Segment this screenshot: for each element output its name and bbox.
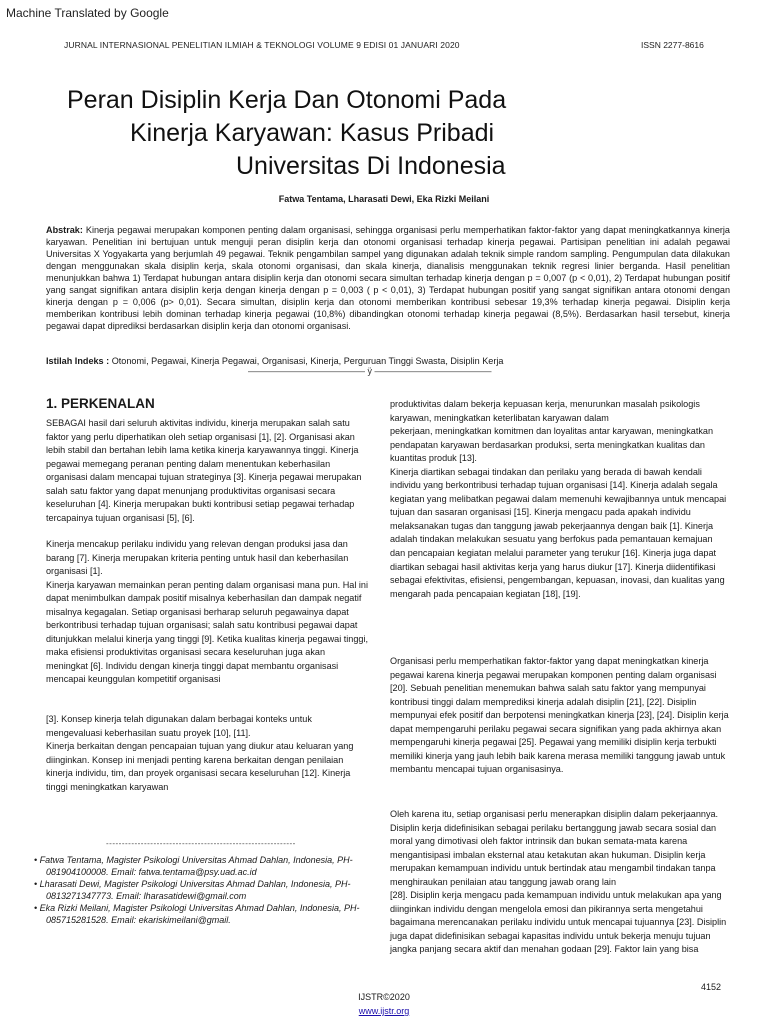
abstract-text: Kinerja pegawai merupakan komponen penting dalam organisasi, sehingga organisasi perlu memperhatikan faktor-faktor yang dapat meningkatkannya kinerja karyawan. Penelitian ini bertujuan untuk menguji peran disiplin kerja dan otonomi organisasi terhadap kinerja pegawai. Partisipan penelitian ini adalah pegawai Universitas X Yogyakarta yang berjumlah 49 pegawai. Teknik pengambilan sampel yang digunakan adalah teknik simple random sampling. Pengumpulan data dilakukan dengan menggunakan skala disiplin kerja, skala otonomi organisasi, dan skala kinerja, dianalisis menggunakan teknik regresi linier berganda. Hasil penelitian menunjukkan bahwa 1) Terdapat hubungan antara disiplin kerja dan otonomi secara simultan terhadap kinerja dengan p = 0,007 (p < 0,01), 2) Terdapat hubungan positif yang sangat signifikan antara disiplin kerja dengan kinerja dengan p = 0,003 ( p < 0,01), 3) Terdapat hubungan positif yang sangat signifikan antara otonomi dengan kinerja dengan p = 0,006 (p> 0,01). Secara simultan, disiplin kerja dan otonomi memberikan kontribusi sebesar 19,3% terhadap kinerja pegawai. Disiplin kerja memberikan kontribusi lebih dominan terhadap kinerja pegawai (10,8%) dibandingkan otonomi terhadap kinerja pegawai (8,5%). Berdasarkan hasil tersebut, kinerja pegawai dapat diprediksi berdasarkan disiplin kerja dan otonomi organisasi. [46, 225, 730, 331]
right-paragraph-2: Organisasi perlu memperhatikan faktor-faktor yang dapat meningkatkan kinerja pegawai karena kinerja pegawai merupakan komponen penting dalam organisasi [20]. Sebuah penelitian menemukan bahwa salah satu faktor yang mempunyai kontribusi tinggi dalam memprediksi kinerja adalah disiplin [21], [22]. Disiplin mempunyai efek positif dan berpotensi meningkatkan kinerja [23], [24]. Disiplin kerja dapat mempengaruhi perilaku pegawai secara signifikan yang pada akhirnya akan mempengaruhi kinerja pegawai [25]. Pegawai yang memiliki disiplin kerja terbukti memiliki kinerja yang jauh lebih baik karena merasa memiliki tanggung jawab untuk membantu mencapai tujuan organisasinya. [390, 656, 729, 775]
left-paragraph-1: SEBAGAI hasil dari seluruh aktivitas individu, kinerja merupakan salah satu faktor yang perlu diperhatikan oleh setiap organisasi [1], [2]. Organisasi akan lebih stabil dan bertahan lebih lama ketika kinerja karyawannya tinggi. Kinerja pegawai memegang peranan penting dalam menentukan keberhasilan organisasi dalam mencapai tujuan strateginya [3]. Kinerja pegawai merupakan salah satu faktor yang dapat menunjang produktivitas organisasi secara keseluruhan [4]. Kinerja merupakan bukti kontribusi setiap pegawai terhadap tercapainya tujuan organisasi [5], [6]. [46, 418, 362, 523]
footnote-author-2: • Lharasati Dewi, Magister Psikologi Universitas Ahmad Dahlan, Indonesia, PH-0813271347773. Email: lharasatidewi@gmail.com [34, 879, 351, 901]
footer-journal: IJSTR©2020 [358, 992, 410, 1002]
right-paragraph-1: produktivitas dalam bekerja kepuasan kerja, menurunkan masalah psikologis karyawan, meningkatkan keterlibatan karyawan dalam pekerjaan, meningkatkan komitmen dan loyalitas antar karyawan, meningkatkan pendapatan karyawan berdasarkan produksi, serta meningkatkan kualitas dan kuantitas produk [13]. Kinerja diartikan sebagai tindakan dan perilaku yang berada di bawah kendali individu yang berkontribusi terhadap tujuan organisasi [14]. Kinerja adalah segala kegiatan yang melibatkan pegawai dalam memenuhi kewajibannya untuk mencapai tujuan dan sasaran organisasi [15]. Kinerja mengacu pada apakah individu melaksanakan tugas dan tanggung jawab pekerjaannya dengan baik [1]. Kinerja adalah tindakan melakukan sesuatu yang berfokus pada pemantauan kemajuan dan pencapaian kegiatan melalui parameter yang terukur [16]. Kinerja juga dapat diartikan sebagai hasil aktivitas kerja yang harus diukur [17]. Kinerja diidentifikasi sebagai efektivitas, efisiensi, pengembangan, kepuasan, inovasi, dan kualitas yang mengarah pada pencapaian kegiatan [18], [19]. [390, 399, 727, 599]
paper-title-line-2: Kinerja Karyawan: Kasus Pribadi [130, 119, 495, 147]
left-paragraph-2: Kinerja mencakup perilaku individu yang relevan dengan produksi jasa dan barang [7]. Kinerja merupakan kriteria penting untuk hasil dan keberhasilan organisasi [1]. Kinerja karyawan memainkan peran penting dalam organisasi mana pun. Hal ini dapat menimbulkan dampak positif misalnya keberhasilan dan dampak negatif misalnya kegagalan. Setiap organisasi berharap seluruh pegawainya dapat berkontribusi terhadap tujuan organisasi; salah satu kontribusi pegawai dapat ditunjukkan melalui kinerja yang tinggi [9]. Ketika kualitas kinerja pegawai tinggi, maka efisiensi produktivitas organisasi secara keseluruhan juga akan meningkat [6]. Individu dengan kinerja tinggi dapat membantu organisasi mencapai keunggulan kompetitif organisasi [46, 539, 369, 685]
abstract [46, 224, 730, 332]
footnote-rule: ------------------------------------------------------------ [106, 839, 296, 848]
paper-title-line-3: Universitas Di Indonesia [236, 152, 506, 180]
paper-title-line-1: Peran Disiplin Kerja Dan Otonomi Pada [67, 86, 507, 114]
footnote-author-1: • Fatwa Tentama, Magister Psikologi Universitas Ahmad Dahlan, Indonesia, PH-081904100008. Email: fatwa.tentama@psy.uad.ac.id [34, 855, 353, 877]
footer-url-link[interactable]: www.ijstr.org [358, 1006, 410, 1016]
index-terms-label: Istilah Indeks : [46, 356, 110, 366]
machine-translated-label: Machine Translated by Google [6, 6, 169, 20]
page-number: 4152 [701, 982, 722, 992]
left-paragraph-3: [3]. Konsep kinerja telah digunakan dalam berbagai konteks untuk mengevaluasi keberhasilan suatu proyek [10], [11]. Kinerja berkaitan dengan pencapaian tujuan yang diukur atau keluaran yang diinginkan. Konsep ini menjadi penting karena berkaitan dengan penilaian kinerja individu, tim, dan proyek organisasi secara keseluruhan [12]. Kinerja tinggi meningkatkan karyawan [46, 714, 354, 792]
abstract-label: Abstrak: [46, 225, 83, 235]
index-terms-text: Otonomi, Pegawai, Kinerja Pegawai, Organisasi, Kinerja, Perguruan Tinggi Swasta, Disiplin Kerja [111, 356, 504, 366]
section-heading: 1. PERKENALAN [46, 396, 155, 411]
issn-label: ISSN 2277-8616 [641, 40, 704, 50]
journal-header: JURNAL INTERNASIONAL PENELITIAN ILMIAH & TEKNOLOGI VOLUME 9 EDISI 01 JANUARI 2020 [64, 40, 460, 50]
footnote-author-3: • Eka Rizki Meilani, Magister Psikologi Universitas Ahmad Dahlan, Indonesia, PH-085715281528. Email: ekariskimeilani@gmail. [34, 903, 360, 925]
footnotes [34, 854, 374, 926]
right-paragraph-3: Oleh karena itu, setiap organisasi perlu menerapkan disiplin dalam pekerjaannya. Disiplin kerja didefinisikan sebagai perilaku bertanggung jawab secara sosial dan moral yang dimotivasi oleh faktor intrinsik dan bukan semata-mata karena mengantisipasi imbalan eksternal atau ketakutan akan hukuman. Disiplin kerja merupakan kemampuan individu untuk bertindak atau mengambil tindakan tanpa menghiraukan penilaian atau tanggung jawab orang lain [28]. Disiplin kerja mengacu pada kemampuan individu untuk melakukan apa yang diinginkan individu dengan mengelola emosi dan pikirannya serta mengetahui bagaimana merencanakan perilaku individu untuk mencapai tujuannya [23]. Disiplin juga dapat didefinisikan sebagai kapasitas individu untuk bekerja menuju tujuan jangka panjang secara aktif dan menahan godaan [29]. Faktor lain yang bisa [390, 809, 727, 955]
section-separator: ————————————— ÿ ————————————— [248, 366, 492, 376]
authors: Fatwa Tentama, Lharasati Dewi, Eka Rizki Meilani [278, 194, 490, 204]
